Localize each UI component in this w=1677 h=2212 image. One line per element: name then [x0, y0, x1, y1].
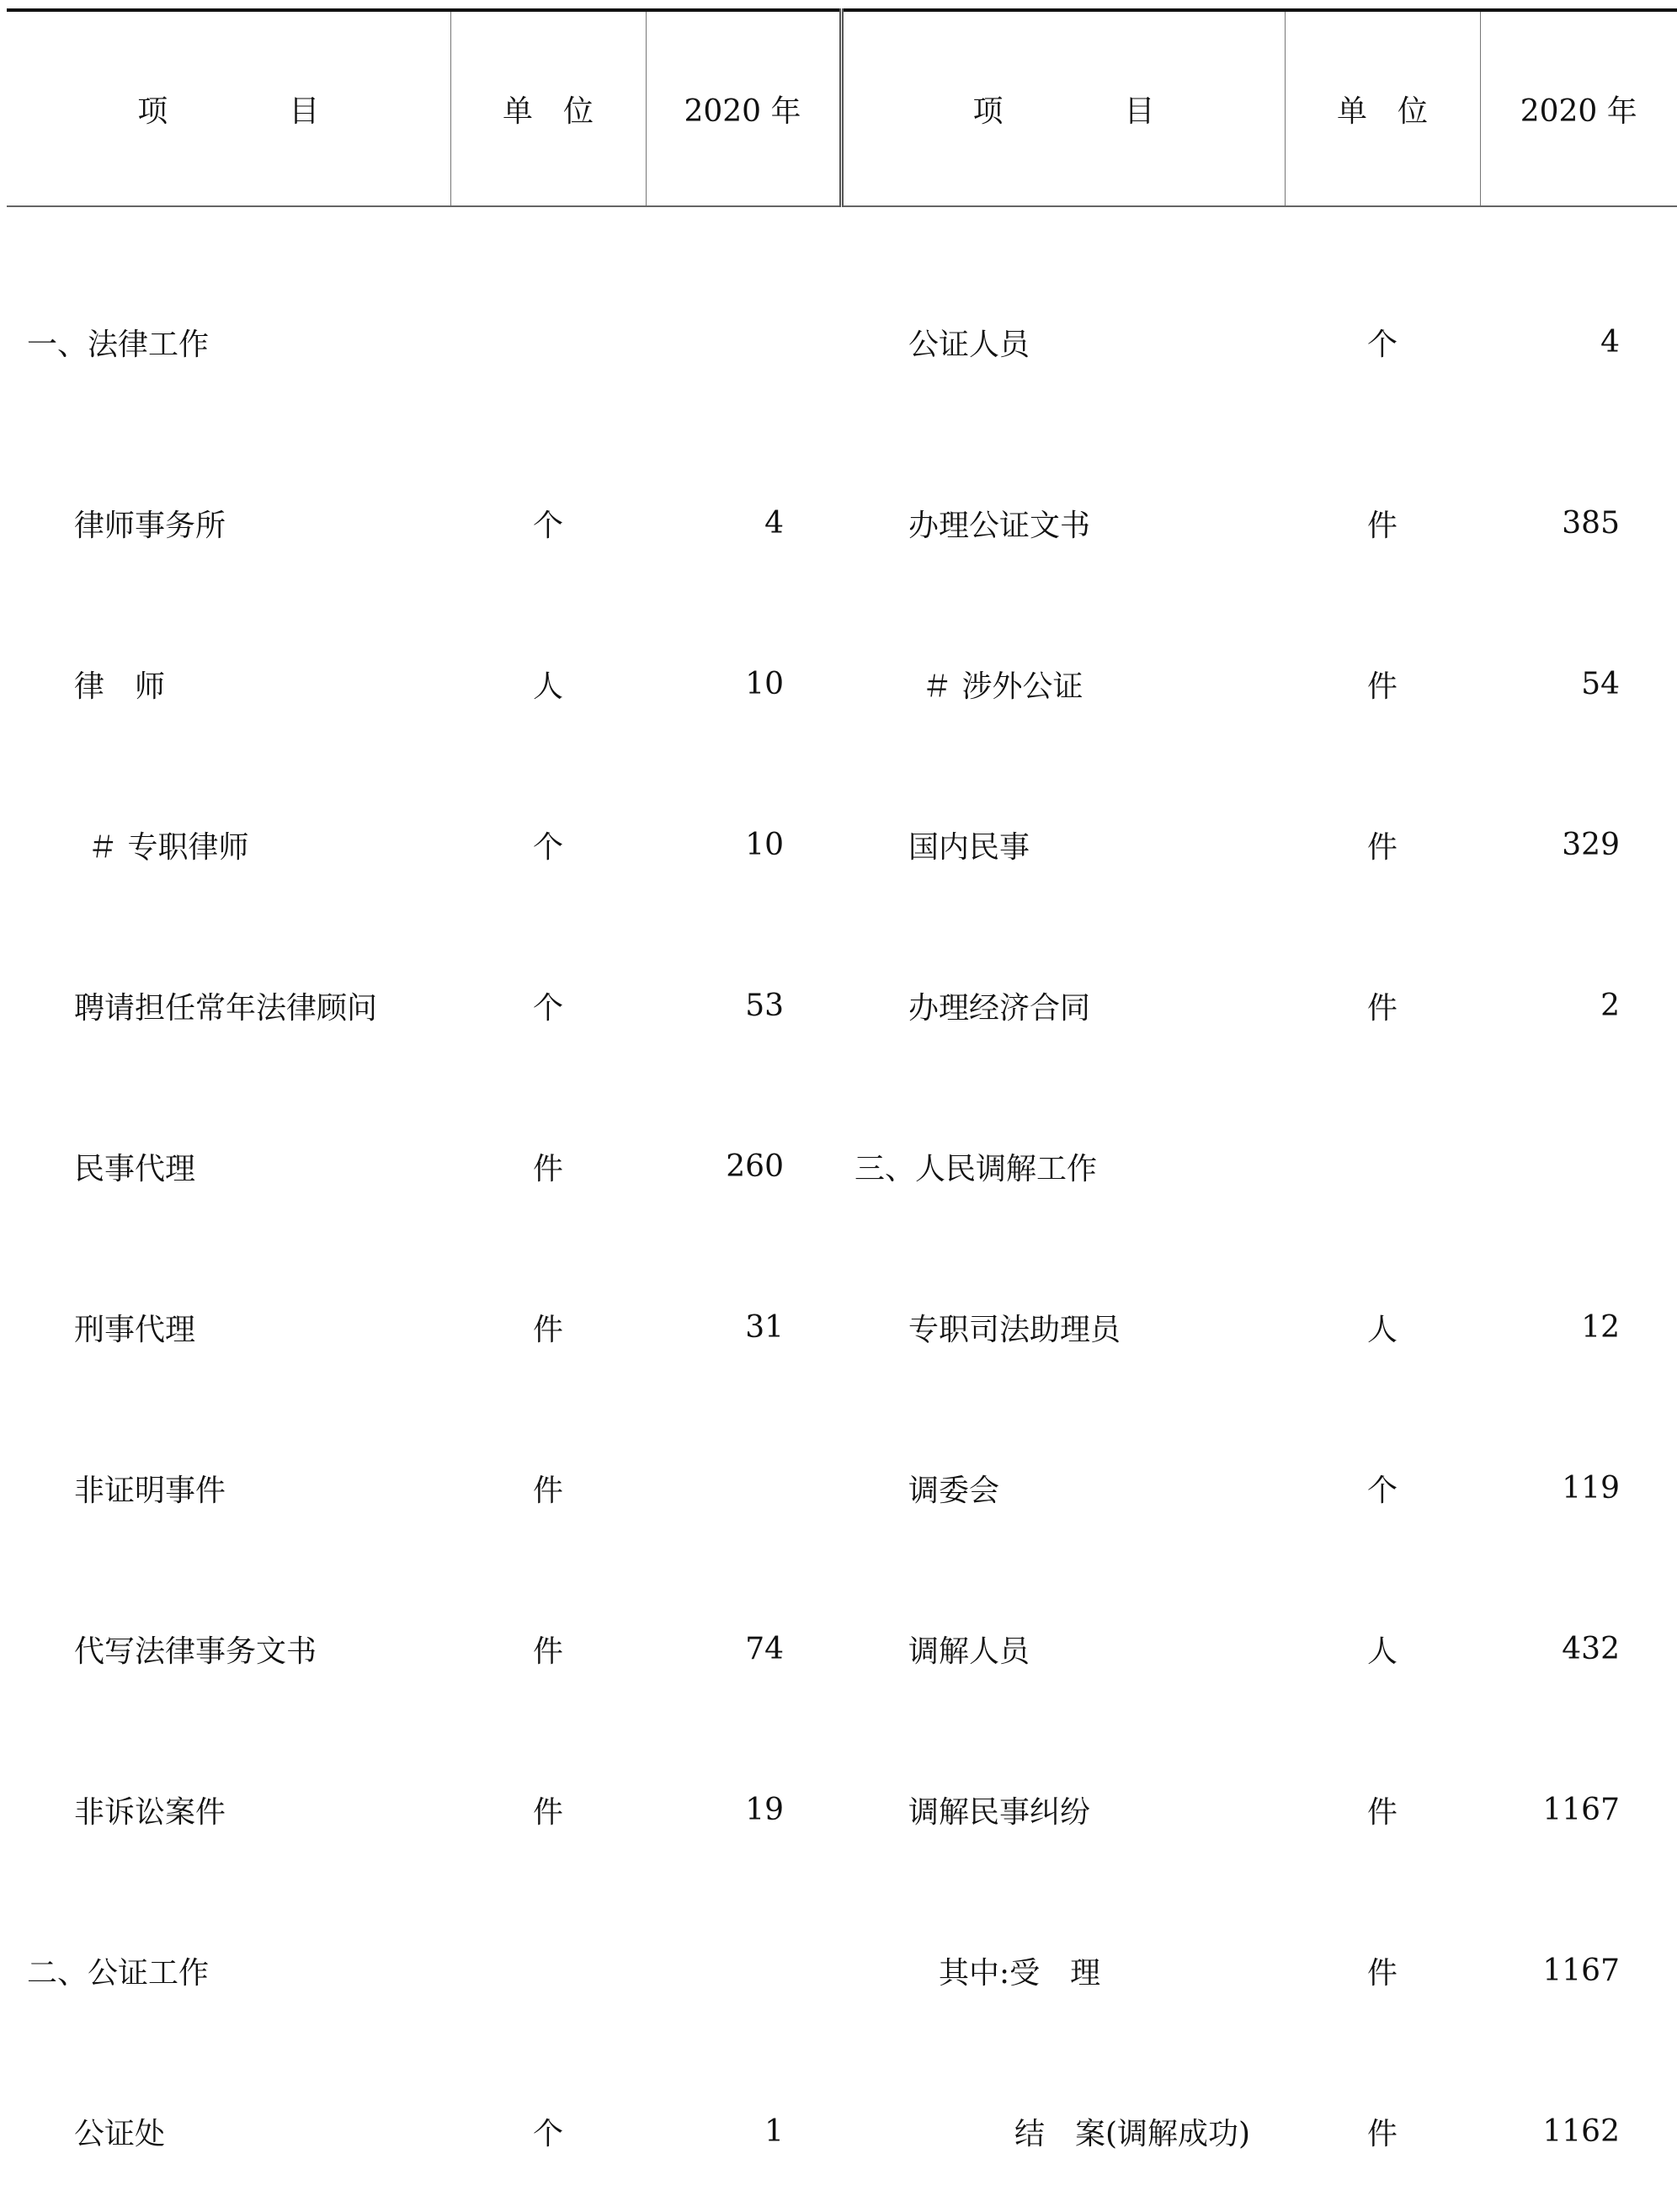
left-value: 19	[745, 1793, 784, 1827]
right-value: 385	[1562, 506, 1620, 541]
left-section-title: 一、法律工作	[27, 327, 210, 362]
right-value: 12	[1581, 1310, 1620, 1345]
left-item: ＃ 专职律师	[88, 830, 249, 865]
right-item: 其中:受 理	[939, 1956, 1101, 1991]
left-value: 4	[764, 506, 784, 541]
left-unit	[450, 206, 646, 443]
table-header	[7, 10, 1677, 206]
right-item: 专职司法助理员	[908, 1313, 1121, 1347]
left-item: 律 师	[74, 669, 166, 704]
header-item-left: 项 目	[7, 10, 450, 206]
table-row	[7, 1247, 1677, 1408]
right-value: 2	[1600, 989, 1620, 1023]
table-row	[7, 765, 1677, 925]
left-item: 聘请担任常年法律顾问	[74, 991, 378, 1026]
left-value: 74	[745, 1632, 784, 1666]
table-row	[7, 2051, 1677, 2212]
right-item: 办理经济合同	[908, 991, 1091, 1026]
table-row	[7, 443, 1677, 604]
right-value: 54	[1581, 667, 1620, 701]
header-unit-left: 单 位	[450, 10, 646, 206]
left-section-title: 二、公证工作	[27, 1956, 210, 1991]
left-item: 公证处	[74, 2117, 166, 2151]
right-unit: 个	[1366, 327, 1398, 362]
left-value: 10	[745, 667, 784, 701]
left-value: 53	[745, 989, 784, 1023]
right-item: 调解人员	[908, 1634, 1030, 1669]
right-unit	[1285, 1086, 1480, 1247]
left-unit: 个	[532, 991, 563, 1026]
header-row	[7, 10, 1677, 206]
right-section-title: 三、人民调解工作	[854, 1152, 1098, 1186]
right-value	[1480, 1086, 1677, 1247]
right-item: ＃ 涉外公证	[922, 669, 1083, 704]
statistics-table	[7, 8, 1677, 2212]
table-row	[7, 1890, 1677, 2051]
left-value: 260	[726, 1149, 784, 1184]
right-value: 432	[1562, 1632, 1620, 1666]
right-value: 1162	[1542, 2114, 1620, 2149]
table-row	[7, 206, 1677, 443]
left-value: 10	[745, 828, 784, 862]
right-value: 329	[1562, 828, 1620, 862]
right-value: 1167	[1542, 1953, 1620, 1988]
header-year-left: 2020 年	[646, 10, 841, 206]
right-unit: 件	[1366, 1956, 1398, 1991]
header-year-right: 2020 年	[1480, 10, 1677, 206]
left-unit: 个	[532, 2117, 563, 2151]
right-value: 4	[1600, 324, 1620, 360]
left-unit: 件	[532, 1313, 563, 1347]
right-unit: 件	[1366, 830, 1398, 865]
right-unit: 件	[1366, 509, 1398, 543]
table-body	[7, 206, 1677, 2212]
header-item-right: 项 目	[841, 10, 1285, 206]
left-value: 1	[764, 2114, 784, 2149]
right-unit: 个	[1366, 1474, 1398, 1508]
left-value	[646, 1890, 841, 2051]
left-item: 民事代理	[74, 1152, 196, 1186]
left-unit: 件	[532, 1474, 563, 1508]
table-row	[7, 604, 1677, 765]
right-item: 调解民事纠纷	[908, 1795, 1091, 1830]
left-unit	[450, 1890, 646, 2051]
left-value: 31	[745, 1310, 784, 1345]
left-unit: 件	[532, 1634, 563, 1669]
right-value: 119	[1562, 1471, 1620, 1506]
left-unit: 件	[532, 1795, 563, 1830]
right-item: 调委会	[908, 1474, 1000, 1508]
left-item: 非证明事件	[74, 1474, 226, 1508]
right-item: 办理公证文书	[908, 509, 1091, 543]
right-unit: 件	[1366, 1795, 1398, 1830]
left-unit: 人	[532, 669, 563, 704]
table-row	[7, 1086, 1677, 1247]
right-unit: 件	[1366, 2117, 1398, 2151]
right-item: 结 案(调解成功)	[1014, 2117, 1251, 2151]
right-item: 国内民事	[908, 830, 1030, 865]
left-item: 非诉讼案件	[74, 1795, 226, 1830]
left-item: 代写法律事务文书	[74, 1634, 317, 1669]
left-unit: 个	[532, 830, 563, 865]
table-row	[7, 925, 1677, 1086]
left-unit: 件	[532, 1152, 563, 1186]
table-row	[7, 1408, 1677, 1569]
left-item: 律师事务所	[74, 509, 226, 543]
header-unit-right: 单 位	[1285, 10, 1480, 206]
left-value	[646, 1408, 841, 1569]
left-value	[646, 206, 841, 443]
right-unit: 件	[1366, 991, 1398, 1026]
table-row	[7, 1730, 1677, 1890]
left-item: 刑事代理	[74, 1313, 196, 1347]
right-unit: 人	[1366, 1634, 1398, 1669]
right-unit: 人	[1366, 1313, 1398, 1347]
right-value: 1167	[1542, 1793, 1620, 1827]
right-item: 公证人员	[908, 327, 1030, 362]
left-unit: 个	[532, 509, 563, 543]
table-row	[7, 1569, 1677, 1730]
right-unit: 件	[1366, 669, 1398, 704]
